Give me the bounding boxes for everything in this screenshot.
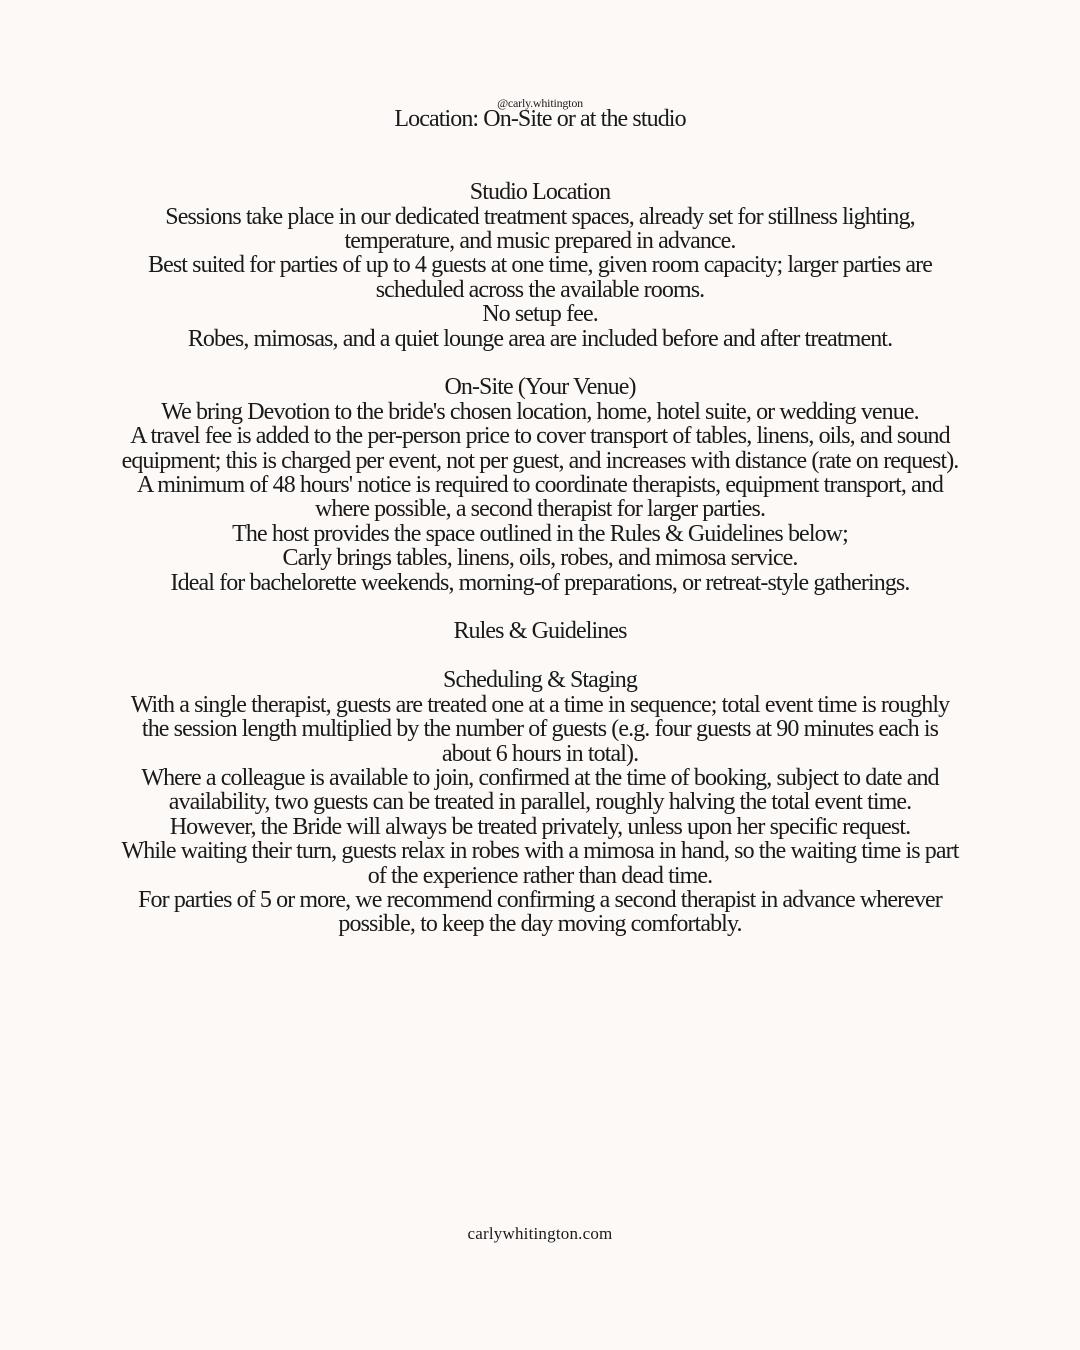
page-title: Location: On-Site or at the studio bbox=[394, 106, 686, 132]
studio-paragraph: Sessions take place in our dedicated treatment spaces, already set for stillness lighting, temperature, and music prepared in advance. bbox=[165, 203, 915, 255]
spacer bbox=[120, 644, 960, 668]
onsite-section bbox=[120, 375, 960, 595]
scheduling-subheading: Scheduling & Staging bbox=[443, 667, 637, 694]
studio-location-heading: Studio Location bbox=[469, 179, 611, 206]
rules-heading: Rules & Guidelines bbox=[453, 618, 627, 645]
onsite-heading: On-Site (Your Venue) bbox=[444, 374, 636, 401]
rules-paragraph: For parties of 5 or more, we recommend confirming a second therapist in advance wherever possible, to keep the day moving comfortably. bbox=[138, 886, 942, 938]
studio-paragraph: No setup fee. bbox=[482, 301, 598, 328]
rules-paragraph: However, the Bride will always be treated privately, unless upon her specific request. bbox=[169, 813, 911, 840]
spacer bbox=[120, 595, 960, 619]
onsite-paragraph: A travel fee is added to the per-person price to cover transport of tables, linens, oils, and sound equipment; this is charged per event, not per guest, and increases with distance (rate on request). bbox=[121, 423, 959, 474]
rules-paragraph: While waiting their turn, guests relax in robes with a mimosa in hand, so the waiting time is part of the experience rather than dead time. bbox=[121, 838, 959, 889]
onsite-paragraph: Ideal for bachelorette weekends, morning-of preparations, or retreat-style gatherings. bbox=[170, 569, 910, 596]
onsite-paragraph: Carly brings tables, linens, oils, robes, and mimosa service. bbox=[282, 545, 798, 572]
spacer bbox=[120, 131, 960, 180]
document-body bbox=[120, 107, 960, 937]
onsite-paragraph: The host provides the space outlined in the Rules & Guidelines below; bbox=[232, 520, 848, 547]
rules-paragraph: With a single therapist, guests are treated one at a time in sequence; total event time is roughly the session length multiplied by the number of guests (e.g. four guests at 90 minutes each is about 6 hours in total). bbox=[130, 691, 950, 767]
social-handle: @carly.whitington bbox=[497, 96, 583, 110]
onsite-paragraph: We bring Devotion to the bride's chosen location, home, hotel suite, or wedding venue. bbox=[161, 398, 919, 425]
spacer bbox=[120, 351, 960, 375]
studio-location-section bbox=[120, 180, 960, 351]
rules-paragraph: Where a colleague is available to join, confirmed at the time of booking, subject to date and availability, two guests can be treated in parallel, roughly halving the total event time. bbox=[141, 764, 939, 816]
studio-paragraph: Robes, mimosas, and a quiet lounge area are included before and after treatment. bbox=[187, 325, 893, 352]
studio-paragraph: Best suited for parties of up to 4 guests at one time, given room capacity; larger parties are scheduled across the available rooms. bbox=[147, 252, 933, 303]
rules-section bbox=[120, 619, 960, 936]
footer-website: carlywhitington.com bbox=[467, 1224, 613, 1243]
onsite-paragraph: A minimum of 48 hours' notice is required to coordinate therapists, equipment transport, and where possible, a second therapist for larger parties. bbox=[136, 472, 943, 523]
